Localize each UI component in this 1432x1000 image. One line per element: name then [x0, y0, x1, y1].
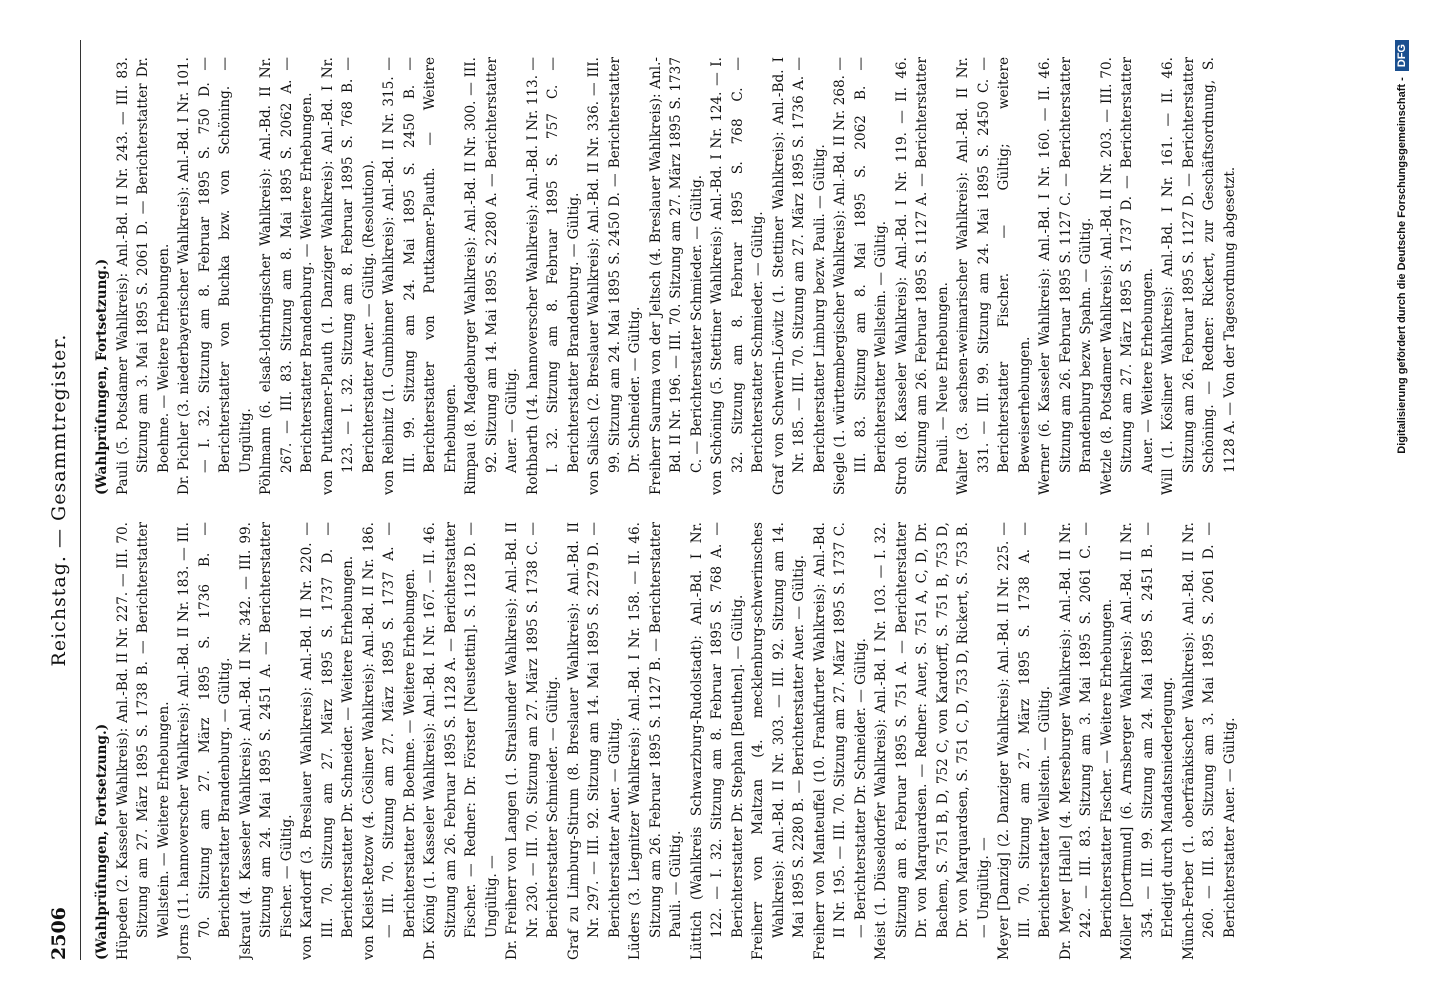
- page-number: 2506: [48, 907, 70, 960]
- register-entry: von Reibnitz (1. Gumbinner Wahlkreis): Anl.-Bd. II Nr. 315. — III. 99. Sitzung am 24. Mai 1895 S. 2450 B. — Berichterstatter von Puttkamer-Plauth. — Weitere Erhebungen.: [381, 57, 459, 495]
- right-entries: [113, 57, 1241, 495]
- left-entries: [113, 522, 1241, 960]
- register-entry: Siegle (1. württembergischer Wahlkreis): Anl.-Bd. II Nr. 268. — III. 83. Sitzung am 8. Mai 1895 S. 2062 B. — Berichterstatter Wellstein. — Gültig.: [832, 57, 889, 495]
- register-entry: Dr. Meyer [Halle] (4. Merseburger Wahlkreis): Anl.-Bd. II Nr. 242. — III. 83. Sitzung am 3. Mai 1895 S. 2061 C. — Berichterstatter Fischer. — Weitere Erhebungen.: [1057, 522, 1115, 960]
- register-entry: Jorns (11. hannoverscher Wahlkreis): Anl.-Bd. II Nr. 183. — III. 70. Sitzung am 27. März 1895 S. 1736 B. — Berichterstatter Brandenburg. — Gültig.: [176, 522, 233, 960]
- right-column: [92, 57, 1322, 495]
- register-entry: Jskraut (4. Kasseler Wahlkreis): Anl.-Bd. II Nr. 342. — III. 99. Sitzung am 24. Mai 1895 S. 2451 A. — Berichterstatter Fischer. — Gültig.: [237, 522, 295, 960]
- register-entry: Pauli (5. Potsdamer Wahlkreis): Anl.-Bd. II Nr. 243. — III. 83. Sitzung am 3. Mai 1895 S. 2061 D. — Berichterstatter Dr. Boehme. — Weitere Erhebungen.: [114, 57, 172, 495]
- register-entry: Rothbarth (14. hannoverscher Wahlkreis): Anl.-Bd. I Nr. 113. — I. 32. Sitzung am 8. Februar 1895 S. 757 C. — Berichterstatter Brandenburg. — Gültig.: [524, 57, 582, 495]
- left-column: [92, 522, 1322, 960]
- register-entry: Möller [Dortmund] (6. Arnsberger Wahlkreis): Anl.-Bd. II Nr. 354. — III. 99. Sitzung am 24. Mai 1895 S. 2451 B. — Erledigt durch Mandatsniederlegung.: [1119, 522, 1176, 960]
- register-entry: Freiherr von Manteuffel (10. Frankfurter Wahlkreis): Anl.-Bd. II Nr. 195. — III. 70. Sitzung am 27. März 1895 S. 1737 C. — Berichterstatter Dr. Schneider. — Gültig.: [811, 522, 869, 960]
- register-entry: Meist (1. Düsseldorfer Wahlkreis): Anl.-Bd. I Nr. 103. — I. 32. Sitzung am 8. Februar 1895 S. 751 A. — Berichterstatter Dr. von Marquardsen. — Redner: Auer, S. 751 A, C, D, Dr. Bachem, S. 751 B, D, 752 C, von Kardorff, S. 751 B, 753 D, Dr. von Marquardsen, S. 751 C, D, 753 D, Rickert, S. 753 B. — Ungültig. —: [873, 522, 992, 960]
- page-header: [40, 40, 81, 960]
- register-entry: von Kleist-Retzow (4. Cösliner Wahlkreis): Anl.-Bd. II Nr. 186. — III. 70. Sitzung am 27. März 1895 S. 1737 A. — Berichterstatter Dr. Boehme. — Weitere Erhebungen.: [360, 522, 418, 960]
- register-entry: Stroh (8. Kasseler Wahlkreis): Anl.-Bd. I Nr. 119. — II. 46. Sitzung am 26. Februar 1895 S. 1127 A. — Berichterstatter Pauli. — Neue Erhebungen.: [893, 57, 951, 495]
- register-entry: Graf zu Limburg-Stirum (8. Breslauer Wahlkreis): Anl.-Bd. II Nr. 297. — III. 92. Sitzung am 14. Mai 1895 S. 2279 D. — Berichterstatter Auer. — Gültig.: [565, 522, 623, 960]
- register-entry: Hüpeden (2. Kasseler Wahlkreis): Anl.-Bd. II Nr. 227. — III. 70. Sitzung am 27. März 1895 S. 1738 B. — Berichterstatter Wellstein. — Weitere Erhebungen.: [114, 522, 172, 960]
- register-entry: Dr. Pichler (3. niederbayerischer Wahlkreis): Anl.-Bd. I Nr. 101. — I. 32. Sitzung am 8. Februar 1895 S. 750 D. — Berichterstatter von Buchka bzw. von Schöning. — Ungültig.: [176, 57, 254, 495]
- register-entry: Freiherr von Maltzan (4. mecklenburg-schwerinsches Wahlkreis): Anl.-Bd. II Nr. 303. — III. 92. Sitzung am 14. Mai 1895 S. 2280 B. — Berichterstatter Auer. — Gültig.: [750, 522, 807, 960]
- register-entry: Wetzle (8. Potsdamer Wahlkreis): Anl.-Bd. II Nr. 203. — III. 70. Sitzung am 27. März 1895 S. 1737 D. — Berichterstatter Auer. — Weitere Erhebungen.: [1098, 57, 1156, 495]
- register-entry: Will (1. Kösliner Wahlkreis): Anl.-Bd. I Nr. 161. — II. 46. Sitzung am 26. Februar 1895 S. 1127 D. — Berichterstatter Schöning. — Redner: Rickert, zur Geschäftsordnung, S. 1128 A. — Von der Tagesordnung abgesetzt.: [1160, 57, 1238, 495]
- credit-text: Digitalisierung gefördert durch die Deutsche Forschungsgemeinschaft -: [1396, 77, 1408, 454]
- register-entry: Pöhlmann (6. elsaß-lothringischer Wahlkreis): Anl.-Bd. II Nr. 267. — III. 83. Sitzung am 8. Mai 1895 S. 2062 A. — Berichterstatter Brandenburg. — Weitere Erhebungen.: [258, 57, 315, 495]
- register-entry: Dr. Freiherr von Langen (1. Stralsunder Wahlkreis): Anl.-Bd. II Nr. 230. — III. 70. Sitzung am 27. März 1895 S. 1738 C. — Berichterstatter Schmieder. — Gültig.: [504, 522, 561, 960]
- left-column-heading: (Wahlprüfungen, Fortsetzung.): [94, 723, 110, 960]
- page-title: Reichstag. — Gesammtregister.: [48, 333, 70, 667]
- register-entry: Graf von Schwerin-Löwitz (1. Stettiner Wahlkreis): Anl.-Bd. I Nr. 185. — III. 70. Sitzung am 27. März 1895 S. 1736 A. — Berichterstatter Limburg bezw. Pauli. — Gültig.: [770, 57, 828, 495]
- dfg-logo: DFG: [1395, 40, 1409, 71]
- register-entry: von Schöning (5. Stettiner Wahlkreis): Anl.-Bd. I Nr. 124. — I. 32. Sitzung am 8. Februar 1895 S. 768 C. — Berichterstatter Schmieder. — Gültig.: [709, 57, 766, 495]
- register-entry: Rimpau (8. Magdeburger Wahlkreis): Anl.-Bd. II Nr. 300. — III. 92. Sitzung am 14. Mai 1895 S. 2280 A. — Berichterstatter Auer. — Gültig.: [463, 57, 520, 495]
- register-entry: Lüttich (Wahlkreis Schwarzburg-Rudolstadt): Anl.-Bd. I Nr. 122. — I. 32. Sitzung am 8. Februar 1895 S. 768 A. — Berichterstatter Dr. Stephan [Beuthen]. — Gültig.: [688, 522, 746, 960]
- right-column-heading: (Wahlprüfungen, Fortsetzung.): [94, 258, 110, 495]
- register-entry: von Salisch (2. Breslauer Wahlkreis): Anl.-Bd. II Nr. 336. — III. 99. Sitzung am 24. Mai 1895 S. 2450 D. — Berichterstatter Dr. Schneider. — Gültig.: [586, 57, 643, 495]
- register-entry: Freiherr Saurma von der Jeltsch (4. Breslauer Wahlkreis): Anl.-Bd. II Nr. 196. — III. 70. Sitzung am 27. März 1895 S. 1737 C. — Berichterstatter Schmieder. — Gültig.: [647, 57, 705, 495]
- register-entry: von Puttkamer-Plauth (1. Danziger Wahlkreis): Anl.-Bd. I Nr. 123. — I. 32. Sitzung am 8. Februar 1895 S. 768 B. — Berichterstatter Auer. — Gültig. (Resolution).: [319, 57, 377, 495]
- register-entry: Walter (3. sachsen-weimarischer Wahlkreis): Anl.-Bd. II Nr. 331. — III. 99. Sitzung am 24. Mai 1895 S. 2450 C. — Berichterstatter Fischer. — Gültig; weitere Beweiserhebungen.: [955, 57, 1033, 495]
- digitization-credit: [1395, 40, 1425, 960]
- register-entry: Meyer [Danzig] (2. Danziger Wahlkreis): Anl.-Bd. II Nr. 225. — III. 70. Sitzung am 27. März 1895 S. 1738 A. — Berichterstatter Wellstein. — Gültig.: [996, 522, 1053, 960]
- register-entry: von Kardorff (3. Breslauer Wahlkreis): Anl.-Bd. II Nr. 220. — III. 70. Sitzung am 27. März 1895 S. 1737 D. — Berichterstatter Dr. Schneider. — Weitere Erhebungen.: [299, 522, 356, 960]
- register-entry: Dr. König (1. Kasseler Wahlkreis): Anl.-Bd. I Nr. 167. — II. 46. Sitzung am 26. Februar 1895 S. 1128 A. — Berichterstatter Fischer. — Redner: Dr. Förster [Neustettin]. S. 1128 D. — Ungültig. —: [422, 522, 500, 960]
- register-entry: Werner (6. Kasseler Wahlkreis): Anl.-Bd. I Nr. 160. — II. 46. Sitzung am 26. Februar 1895 S. 1127 C. — Berichterstatter Brandenburg bezw. Spahn. — Gültig.: [1037, 57, 1094, 495]
- register-entry: Münch-Ferber (1. oberfränkischer Wahlkreis): Anl.-Bd. II Nr. 260. — III. 83. Sitzung am 3. Mai 1895 S. 2061 D. — Berichterstatter Auer. — Gültig.: [1180, 522, 1238, 960]
- register-entry: Lüders (3. Liegnitzer Wahlkreis): Anl.-Bd. I Nr. 158. — II. 46. Sitzung am 26. Februar 1895 S. 1127 B. — Berichterstatter Pauli. — Gültig.: [627, 522, 684, 960]
